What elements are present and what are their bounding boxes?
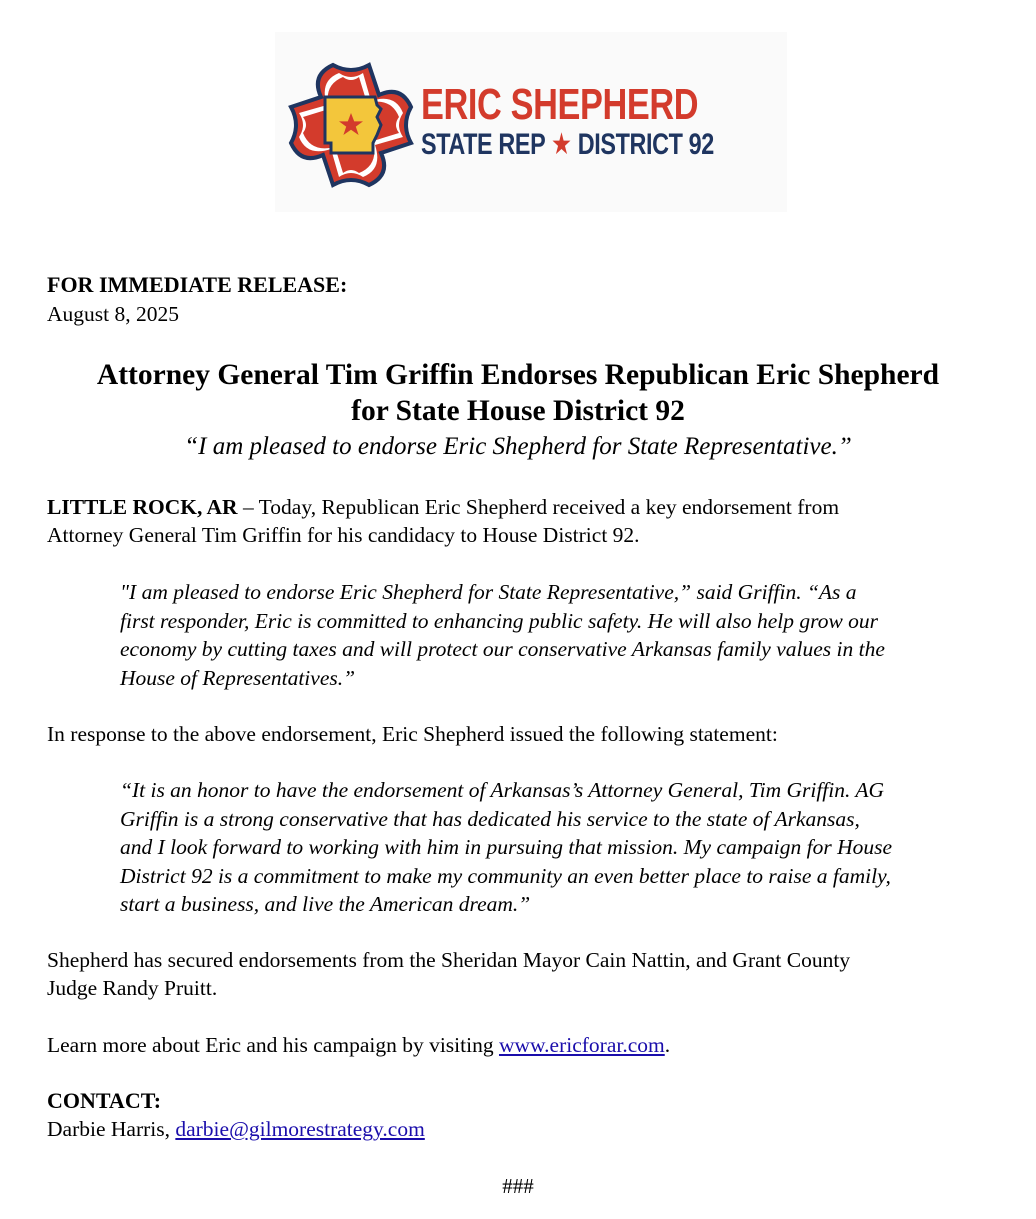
- quote-line: "I am pleased to endorse Eric Shepherd for State Representative,” said Griffin. “As a: [120, 580, 857, 604]
- quote-line: District 92 is a commitment to make my community an even better place to raise a family,: [120, 863, 891, 888]
- griffin-quote: [120, 578, 1010, 692]
- headline-subtitle: “I am pleased to endorse Eric Shepherd for State Representative.”: [184, 433, 852, 460]
- endorsements-line2: Judge Randy Pruitt.: [47, 976, 218, 1000]
- fire-cross-arkansas-icon: [285, 60, 417, 190]
- intro-line2: Attorney General Tim Griffin for his candidacy to House District 92.: [47, 523, 640, 547]
- intro-rest: – Today, Republican Eric Shepherd received a key endorsement from: [237, 495, 840, 519]
- quote-line: “It is an honor to have the endorsement of Arkansas’s Attorney General, Tim Griffin. AG: [120, 778, 885, 802]
- contact-line: [47, 1115, 1007, 1143]
- learn-more-prefix: Learn more about Eric and his campaign by visiting: [47, 1033, 499, 1057]
- quote-line: Griffin is a strong conservative that has dedicated his service to the state of Arkansas,: [120, 806, 860, 831]
- learn-more-paragraph: [47, 1031, 1007, 1059]
- release-label: FOR IMMEDIATE RELEASE:: [47, 272, 348, 297]
- endorsements-line1: Shepherd has secured endorsements from the Sheridan Mayor Cain Nattin, and Grant County: [47, 948, 851, 972]
- learn-more-suffix: .: [664, 1033, 671, 1057]
- endorsements-paragraph: [47, 946, 1007, 1002]
- quote-line: first responder, Eric is committed to enhancing public safety. He will also help grow our: [120, 608, 879, 633]
- headline: [30, 357, 1006, 429]
- contact-label: CONTACT:: [47, 1088, 162, 1113]
- campaign-website-link[interactable]: www.ericforar.com: [498, 1033, 665, 1057]
- campaign-logo: [275, 32, 787, 212]
- logo-sub-left: STATE REP: [421, 128, 545, 161]
- quote-line: and I look forward to working with him in pursuing that mission. My campaign for House: [120, 835, 893, 859]
- logo-wordmark: [421, 82, 796, 162]
- quote-line: economy by cutting taxes and will protect our conservative Arkansas family values in the: [120, 637, 885, 661]
- response-paragraph: In response to the above endorsement, Eric Shepherd issued the following statement:: [47, 722, 778, 746]
- intro-paragraph: [47, 493, 1007, 549]
- quote-line: House of Representatives.”: [120, 665, 356, 690]
- contact-email-link[interactable]: darbie@gilmorestrategy.com: [175, 1117, 425, 1141]
- dateline: LITTLE ROCK, AR: [47, 495, 238, 519]
- shepherd-quote: [120, 776, 1010, 919]
- release-date: August 8, 2025: [47, 302, 179, 326]
- logo-star-icon: ★: [551, 128, 572, 161]
- quote-line: start a business, and live the American dream.”: [120, 892, 531, 916]
- headline-line2: for State House District 92: [351, 395, 685, 427]
- logo-candidate-name: ERIC SHEPHERD: [421, 80, 699, 129]
- logo-sub-right: DISTRICT 92: [577, 128, 714, 161]
- headline-line1: Attorney General Tim Griffin Endorses Republican Eric Shepherd: [96, 359, 940, 391]
- intro-line1: [47, 493, 1007, 521]
- contact-name: Darbie Harris,: [47, 1117, 176, 1141]
- logo-subtitle: [421, 128, 714, 162]
- end-mark: ###: [502, 1174, 534, 1198]
